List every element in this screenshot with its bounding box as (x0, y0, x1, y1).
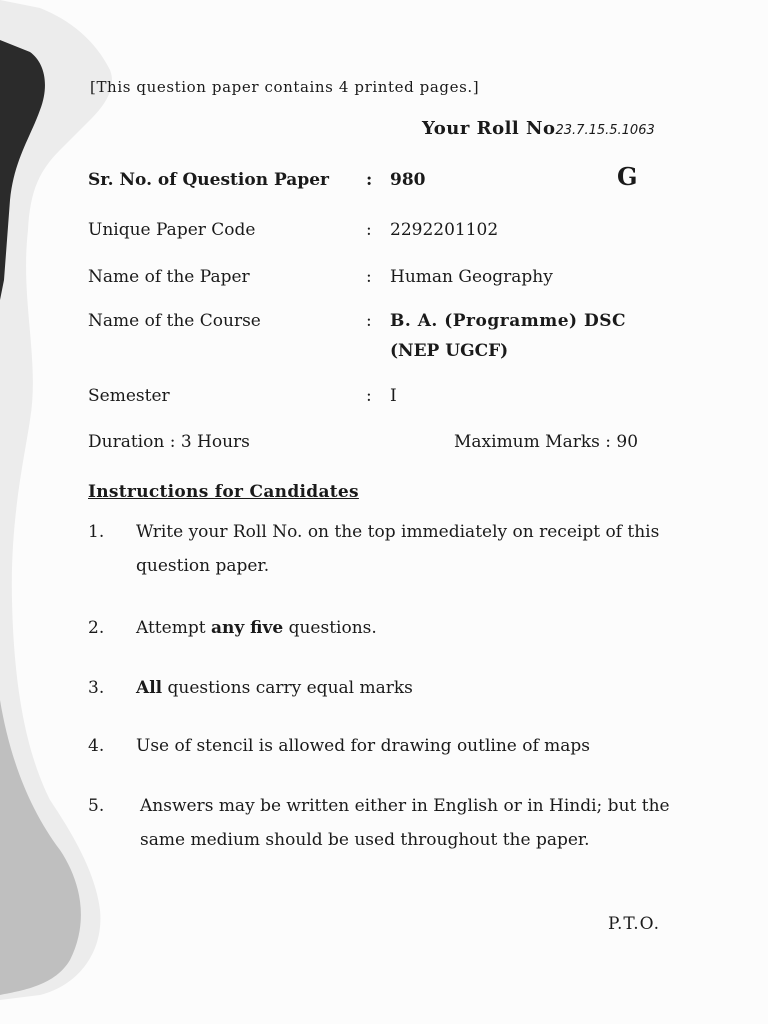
set-code: G (617, 162, 638, 191)
info-value-course-line2: (NEP UGCF) (390, 341, 509, 361)
info-colon: : (366, 386, 372, 406)
pages-note: [This question paper contains 4 printed pages.] (90, 78, 480, 96)
roll-label: Your Roll No (422, 118, 556, 139)
info-value-semester: I (390, 386, 397, 406)
info-colon: : (366, 311, 372, 331)
instructions-title: Instructions for Candidates (88, 482, 359, 502)
roll-number (422, 118, 655, 139)
instruction-number: 2. (88, 618, 105, 638)
maximum-marks: Maximum Marks : 90 (454, 432, 639, 452)
info-colon: : (366, 170, 373, 190)
instruction-text: All questions carry equal marks (136, 678, 413, 698)
info-value-paper-code: 2292201102 (390, 220, 499, 240)
info-value-course: B. A. (Programme) DSC (390, 311, 627, 331)
instruction-emphasis: any five (210, 618, 284, 638)
instruction-number: 4. (88, 736, 105, 756)
info-label-paper-code: Unique Paper Code (88, 220, 256, 240)
instruction-text: Write your Roll No. on the top immediately on receipt of this question paper. (136, 522, 660, 576)
info-value-paper-name: Human Geography (390, 267, 553, 287)
info-label-sr-no: Sr. No. of Question Paper (88, 170, 329, 190)
instruction-number: 5. (88, 796, 105, 816)
instruction-emphasis: All (136, 678, 163, 698)
instruction-text: Use of stencil is allowed for drawing outline of maps (136, 736, 591, 756)
info-colon: : (366, 267, 372, 287)
info-label-paper-name: Name of the Paper (88, 267, 250, 287)
roll-number-handwritten: 23.7.15.5.1063 (555, 123, 655, 138)
instruction-number: 1. (88, 522, 105, 542)
page-turn-over: P.T.O. (608, 914, 660, 934)
info-label-semester: Semester (88, 386, 170, 406)
info-value-sr-no: 980 (390, 170, 426, 190)
info-label-course: Name of the Course (88, 311, 261, 331)
scan-shadow-edge (0, 0, 120, 1024)
instruction-text: Attempt any five questions. (136, 618, 377, 638)
instruction-number: 3. (88, 678, 105, 698)
duration: Duration : 3 Hours (88, 432, 250, 452)
info-colon: : (366, 220, 372, 240)
instruction-text: Answers may be written either in English or in Hindi; but the same medium should be used throughout the paper. (140, 796, 670, 850)
